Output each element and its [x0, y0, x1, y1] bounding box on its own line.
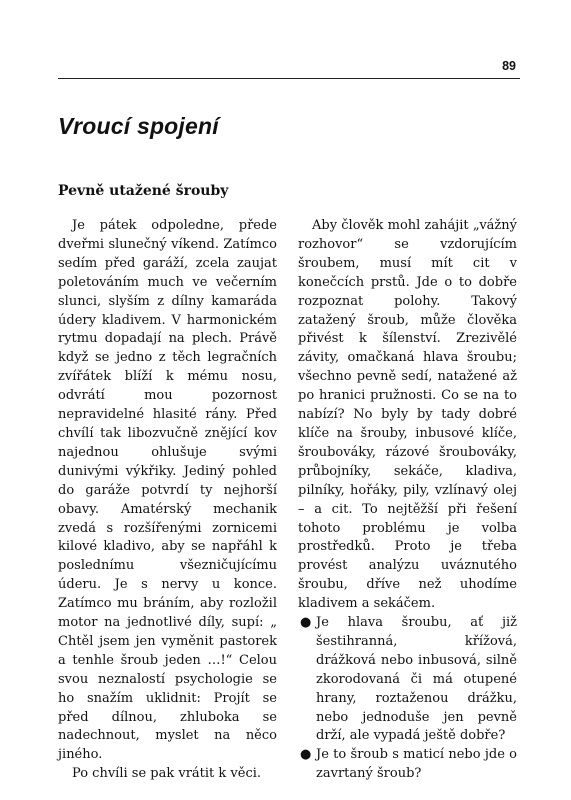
paragraph: Je pátek odpoledne, přede dveřmi slunečný víkend. Zatímco sedím před garáží, zcela zaujat poletováním much ve večerním slunci, slyším z dílny kamaráda údery kladivem. V harmonickém rytmu dopadají na plech. Právě když se jedno z těch legračních zvířátek blíží k mému nosu, odvrátí mou pozornost nepravidelné hlasité rány. Před chvílí tak libozvučně znějící kov najednou ohlušuje svými dunivými výkřiky. Jediný pohled do garáže potvrdí ty nejhorší obavy. Amatérský mechanik zvedá s rozšířenými zornicemi kilové kladivo, aby se napřáhl k poslednímu všezničujícímu úderu. Je s nervy u konce. Zatímco mu bráním, aby rozložil motor na jednotlivé díly, supí: „ Chtěl jsem jen vyměnit pastorek a tenhle šroub jeden …!“ Celou svou neznalostí psychologie se ho snažím uklidnit: Projít se před dílnou, zhluboka se nadechnout, myslet na něco jiného. [58, 218, 277, 763]
list-item [298, 746, 517, 784]
bullet-icon: ● [300, 615, 312, 631]
list-item-text: Je hlava šroubu, ať již šestihranná, křížová, drážková nebo inbusová, silně zkorodovaná či má otupené hrany, roztaženou drážku, nebo jednoduše jen pevně drží, ale vypadá ještě dobře? [316, 615, 517, 744]
list-item [298, 614, 517, 746]
list-item-text: Je to šroub s maticí nebo jde o zavrtaný šroub? [316, 747, 517, 782]
right-column [298, 217, 517, 784]
section-title: Pevně utažené šrouby [58, 183, 229, 199]
header-rule [58, 78, 520, 79]
chapter-title: Vroucí spojení [58, 113, 219, 139]
bullet-icon: ● [300, 747, 312, 763]
bullet-list [298, 614, 517, 784]
page-number: 89 [502, 59, 516, 73]
paragraph: Aby člověk mohl zahájit „vážný rozhovor“ se vzdorujícím šroubem, musí mít cit v konečcích prstů. Jde o to dobře rozpoznat polohy. Takový zatažený šroub, může člověka přivést k šílenství. Zrezivělé závity, omačkaná hlava šroubu; všechno pevně sedí, natažené až po hranici pružnosti. Co se na to nabízí? No byly by tady dobré klíče na šrouby, inbusové klíče, šroubováky, rázové šroubováky, průbojníky, sekáče, kladiva, pilníky, hořáky, pily, vzlínavý olej – a cit. To nejtěžší při řešení tohoto problému je volba prostředků. Proto je třeba provést analýzu uváznutého šroubu, dříve než uhodíme kladivem a sekáčem. [298, 218, 517, 612]
paragraph: Po chvíli se pak vrátit k věci. [72, 766, 262, 782]
left-column [58, 217, 277, 784]
